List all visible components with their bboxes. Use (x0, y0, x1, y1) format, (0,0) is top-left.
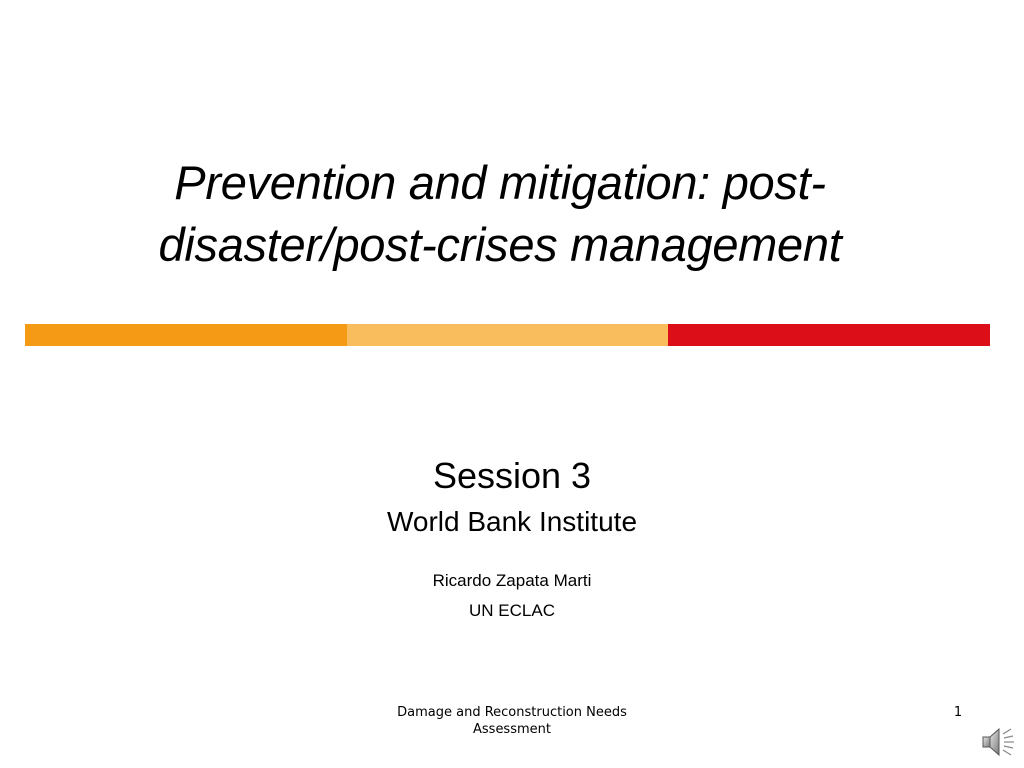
slide-title-line-2: disaster/post-crises management (158, 218, 842, 271)
slide-title-line-1: Prevention and mitigation: post- (174, 156, 826, 209)
institute-label: World Bank Institute (386, 506, 638, 537)
page-number: 1 (953, 705, 963, 720)
speaker-icon[interactable] (980, 724, 1016, 760)
organization-name: UN ECLAC (469, 601, 555, 620)
footer-text: Damage and Reconstruction Needs Assessment (397, 705, 627, 737)
color-bar-segment-orange (25, 324, 347, 346)
session-label: Session 3 (432, 455, 592, 496)
decorative-color-bar (25, 324, 990, 346)
slide-title (40, 152, 960, 276)
color-bar-segment-red (668, 324, 990, 346)
color-bar-segment-light-orange (347, 324, 668, 346)
author-name: Ricardo Zapata Marti (432, 571, 592, 590)
